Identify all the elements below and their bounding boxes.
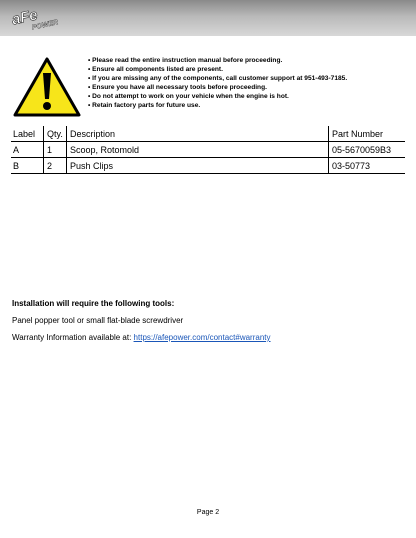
cell-description: Scoop, Rotomold: [67, 142, 329, 158]
header-bar: [0, 0, 416, 36]
page-number: Page 2: [196, 509, 220, 516]
warning-icon: [12, 56, 82, 118]
logo-power-text: POWER: [31, 19, 59, 32]
table-header-row: [11, 126, 405, 142]
header-part-number: Part Number: [329, 126, 406, 142]
tool-item: Panel popper tool or small flat-blade screwdriver: [12, 316, 184, 325]
warning-bullet: • If you are missing any of the components, call customer support at 951-493-7185.: [88, 74, 347, 83]
table-row: [11, 158, 405, 174]
cell-part-number: 03-50773: [329, 158, 406, 174]
header-description: Description: [67, 126, 329, 142]
warranty-line: [12, 333, 271, 342]
warranty-link[interactable]: https://afepower.com/contact#warranty: [133, 333, 271, 342]
header-label: Label: [13, 128, 36, 139]
warning-bullet: • Please read the entire instruction manual before proceeding.: [88, 56, 347, 65]
warning-bullet: • Ensure all components listed are present.: [88, 65, 347, 74]
afe-power-logo: [8, 2, 70, 32]
parts-table: [11, 126, 405, 174]
cell-label: B: [13, 160, 20, 171]
header-qty: Qty.: [44, 126, 67, 142]
logo-afe-text: aFe: [10, 6, 40, 29]
cell-part-number: 05-5670059B3: [329, 142, 406, 158]
cell-qty: 1: [44, 142, 67, 158]
cell-label: A: [13, 144, 20, 155]
tools-heading: Installation will require the following tools:: [12, 299, 175, 308]
warning-bullet: • Do not attempt to work on your vehicle when the engine is hot.: [88, 92, 347, 101]
warning-bullet-list: [88, 56, 347, 110]
cell-description: Push Clips: [67, 158, 329, 174]
table-row: [11, 142, 405, 158]
warning-bullet: • Ensure you have all necessary tools before proceeding.: [88, 83, 347, 92]
warning-bullet: • Retain factory parts for future use.: [88, 101, 347, 110]
warranty-label: Warranty Information available at:: [12, 333, 132, 342]
cell-qty: 2: [44, 158, 67, 174]
